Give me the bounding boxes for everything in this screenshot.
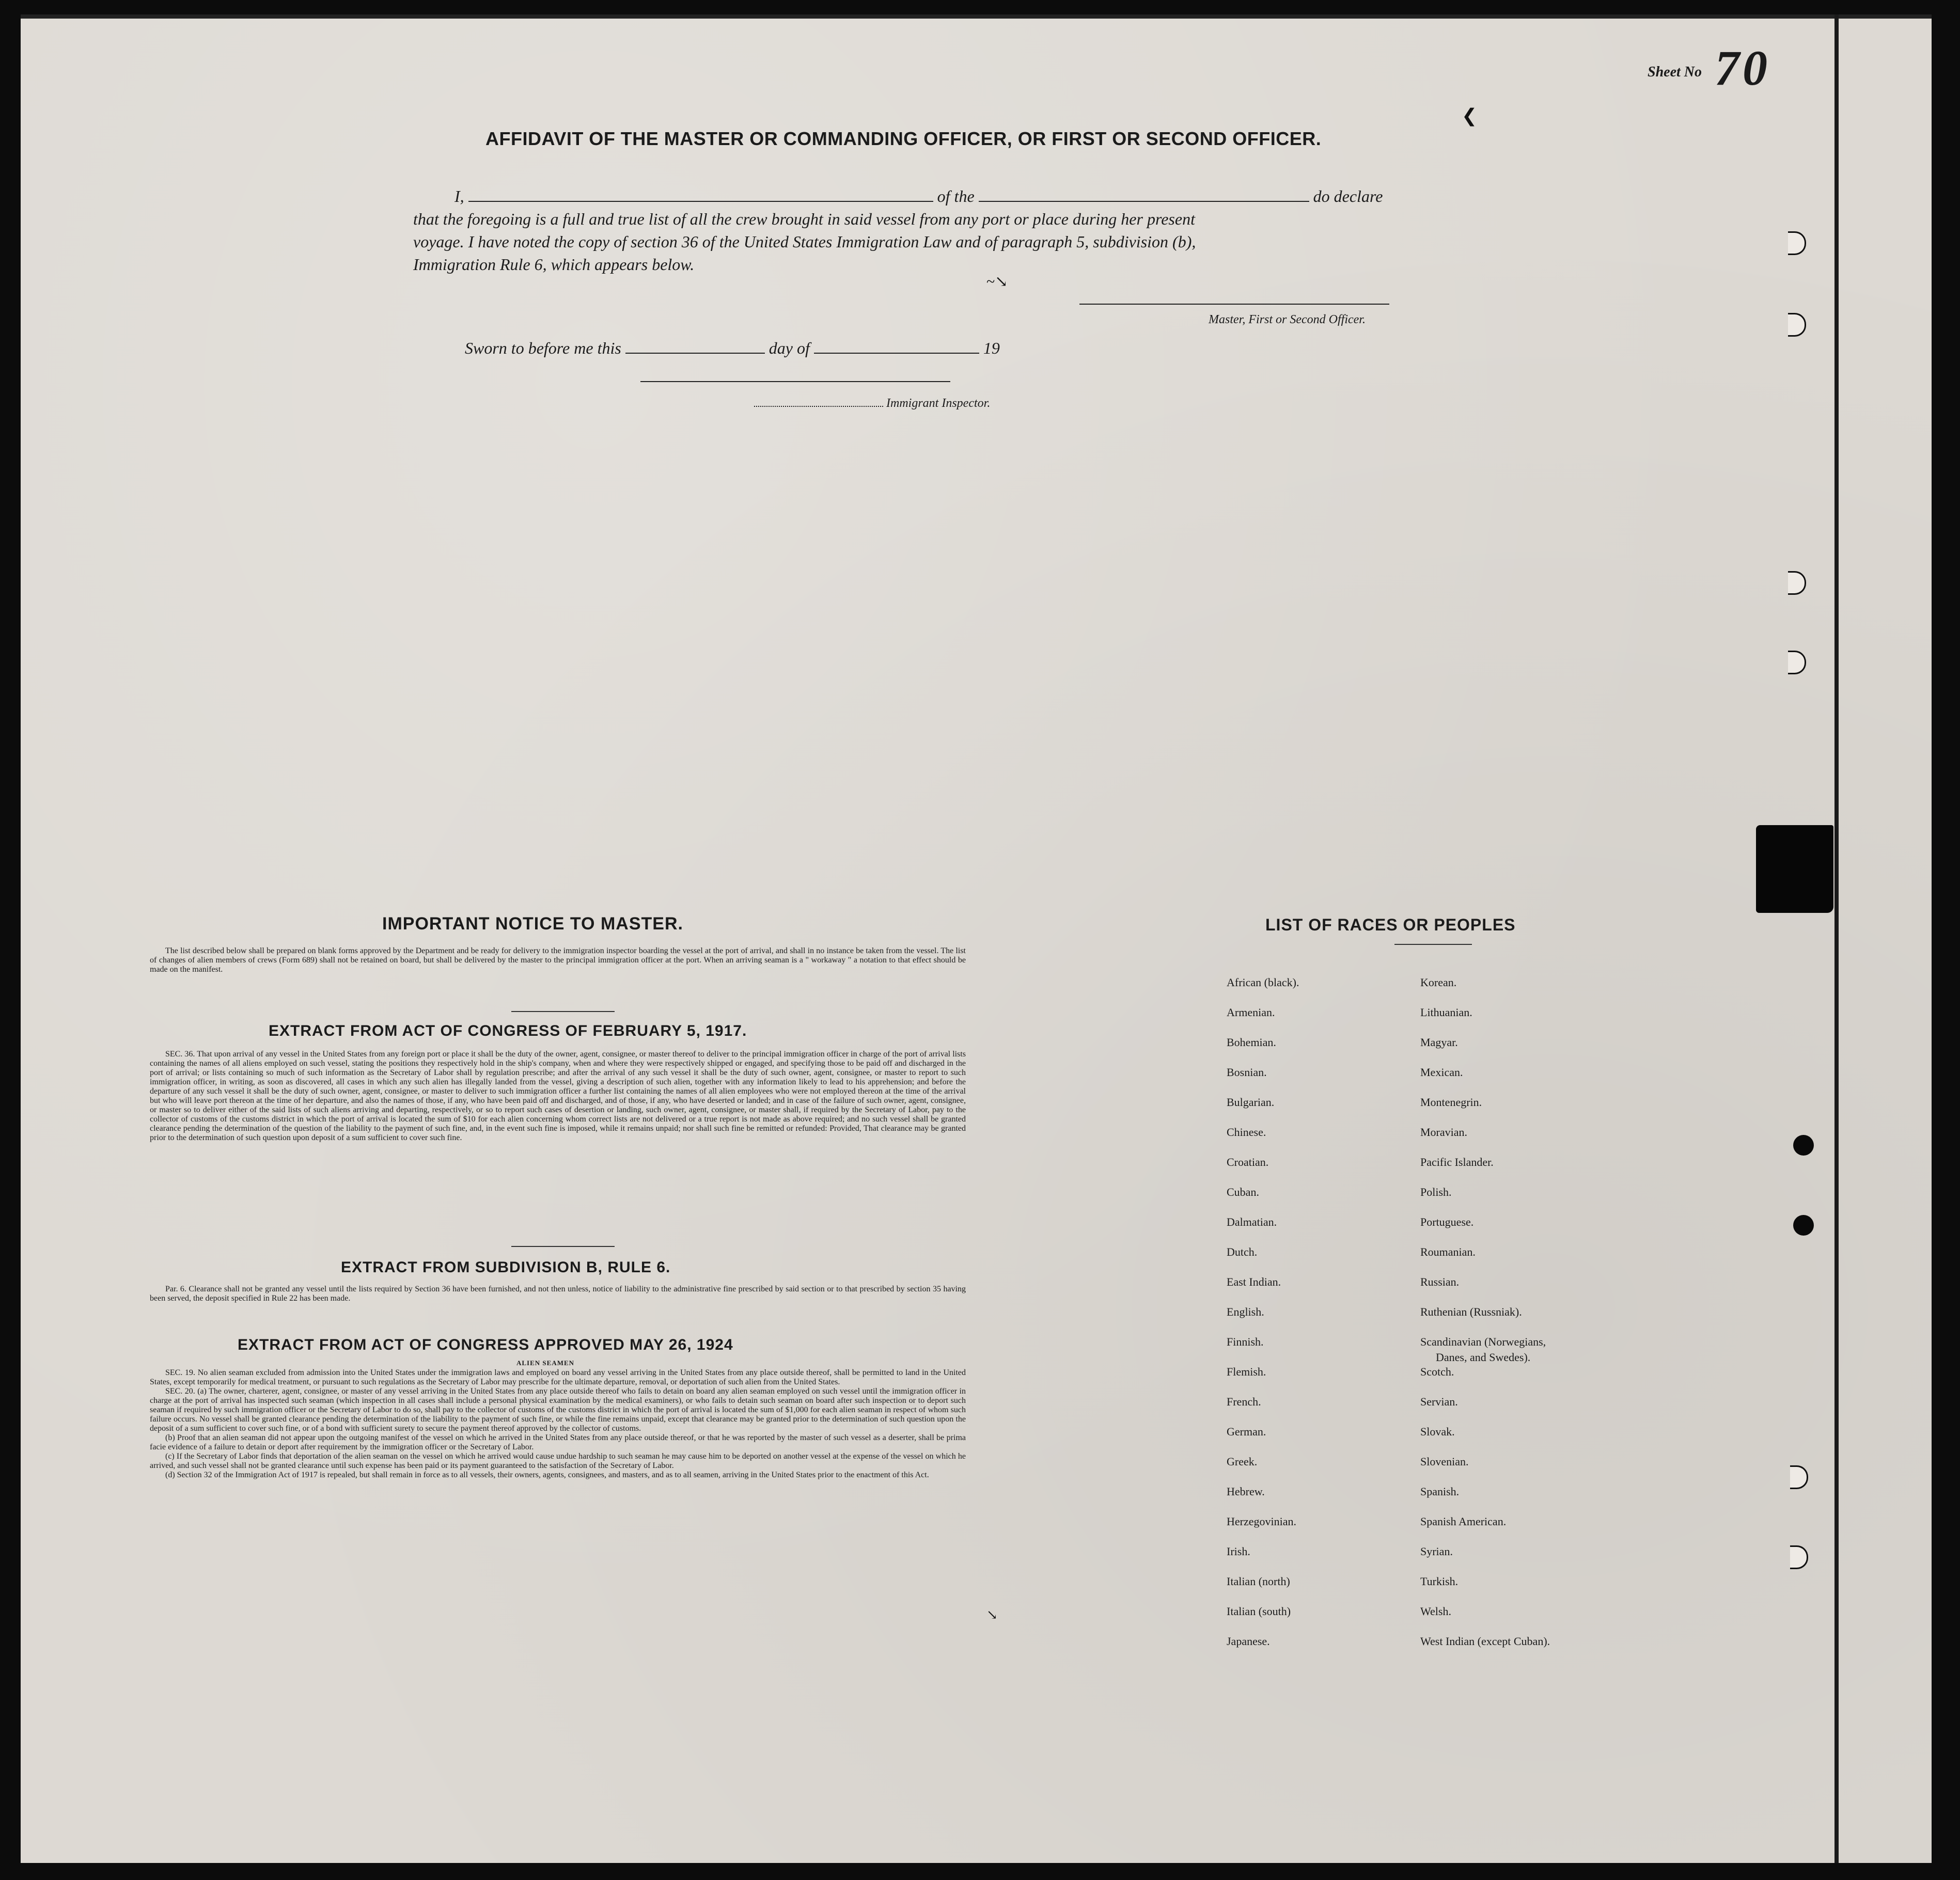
race-right-item: Pacific Islander. — [1420, 1156, 1494, 1168]
paragraph-6: Par. 6. Clearance shall not be granted any vessel until the lists required by Section 36 have been furnished, and not then unless, notice of liability to the administrative fine prescribed by said section or to that prescribed by section 35 having been served, the deposit specified in Rule 22 has been made. — [150, 1285, 966, 1303]
extract-1917-title: EXTRACT FROM ACT OF CONGRESS OF FEBRUARY 5, 1917. — [269, 1022, 747, 1039]
punch-hole — [1788, 231, 1806, 255]
race-left-item: Japanese. — [1227, 1635, 1270, 1648]
race-right-item: Scandinavian (Norwegians, — [1420, 1335, 1546, 1348]
punch-hole — [1790, 1545, 1808, 1569]
sworn-month-blank — [814, 340, 979, 354]
page-right-edge — [1834, 14, 1839, 1863]
sworn-day-of: day of — [769, 339, 810, 357]
section-19-paragraph: SEC. 19. No alien seaman excluded from admission into the United States under the immigration laws and employed on board any vessel arriving in the United States from any place outside thereof, shall be permitted to land in the United States, except temporarily for medical treatment, or pursuant to such regulations as the Secretary of Labor may prescribe for the ultimate departure, removal, or deportation of such alien from the United States. — [150, 1368, 966, 1386]
race-left-item: Greek. — [1227, 1455, 1258, 1468]
race-left-item: Finnish. — [1227, 1335, 1264, 1348]
race-right-item: Danes, and Swedes). — [1436, 1351, 1531, 1364]
race-right-item: Slovenian. — [1420, 1455, 1469, 1468]
sheet-number-label: Sheet No — [1648, 64, 1702, 80]
race-left-item: Armenian. — [1227, 1006, 1275, 1019]
race-right-item: Portuguese. — [1420, 1215, 1474, 1228]
ink-mark: ❮ — [1462, 105, 1478, 126]
race-left-item: German. — [1227, 1425, 1266, 1438]
races-divider — [1394, 944, 1472, 945]
divider-rule — [511, 1011, 615, 1012]
divider-rule — [511, 1246, 615, 1247]
affidavit-line-1 — [413, 185, 1467, 208]
race-right-item: Korean. — [1420, 976, 1457, 989]
race-left-item: Bohemian. — [1227, 1036, 1276, 1049]
race-right-item: Scotch. — [1420, 1365, 1454, 1378]
race-left-item: Italian (north) — [1227, 1575, 1290, 1588]
extract-1924-body — [150, 1368, 966, 1480]
race-right-item: Roumanian. — [1420, 1245, 1476, 1258]
section-20a-paragraph: SEC. 20. (a) The owner, charterer, agent, consignee, or master of any vessel arriving in the United States from any place outside thereof who fails to detain on board any alien seaman employed on such vessel until the immigration officer in charge at the port of arrival has inspected such seaman (which inspection in all cases shall include a personal physical examination by the medical examiners), or who fails to detain such seaman on board after such inspection or to deport such seaman if required by such immigration officer or the Secretary of Labor to do so, shall pay to the collector of customs of the customs district in which the port of arrival is located the sum of $1,000 for each alien seaman in respect of whom such failure occurs. No vessel shall be granted clearance pending the determination of the liability to the payment of such fine, or while the fine remains unpaid, except that clearance may be granted prior to the determination of such question upon the deposit of a sum sufficient to cover such fine, or of a bond with sufficient surety to secure the payment thereof approved by the collector of customs. — [150, 1387, 966, 1433]
race-right-item: Slovak. — [1420, 1425, 1455, 1438]
race-left-item: Flemish. — [1227, 1365, 1266, 1378]
affidavit-do-declare: do declare — [1313, 187, 1383, 206]
race-left-item: Cuban. — [1227, 1186, 1259, 1198]
binder-hole-dark — [1793, 1135, 1814, 1156]
page-top-edge — [21, 14, 1932, 19]
race-left-item: Herzegovinian. — [1227, 1515, 1296, 1528]
section-36-paragraph: SEC. 36. That upon arrival of any vessel in the United States from any foreign port or place it shall be the duty of the owner, agent, consignee, or master thereof to deliver to the principal immigration officer in charge of the port of arrival lists containing the names of all aliens employed on such vessel, stating the positions they respectively hold in the ship's company, when and where they were respectively shipped or engaged, and specifying those to be paid off and discharged in the port of arrival; or lists containing so much of such information as the Secretary of Labor shall by regulation prescribe; and after the arrival of any such vessel it shall be the duty of such owner, agent, consignee, or master to report to such immigration officer, in writing, as soon as discovered, all cases in which any such alien has illegally landed from the vessel, giving a description of such alien, together with any information likely to lead to his apprehension; and before the departure of any such vessel it shall be the duty of such owner, agent, consignee, or master to deliver to such immigration officer a further list containing the names of all alien employees who were not employed thereon at the time of the arrival but who will leave port thereon at the time of her departure, and also the names of those, if any, who have been paid off and discharged, and of those, if any, who have deserted or landed; and in case of the failure of such owner, agent, consignee, or master so to deliver either of the said lists of such aliens arriving and departing, respectively, or so to report such cases of desertion or landing, such owner, agent, consignee, or master shall, if required by the Secretary of Labor, pay to the collector of customs of the customs district in which the port of arrival is located the sum of $10 for each alien concerning whom correct lists are not delivered or a true report is not made as above required; and no such vessel shall be granted clearance pending the determination of the question of the liability to the payment of such fine, and, in the event such fine is imposed, while it remains unpaid; nor shall such fine be remitted or refunded: Provided, That clearance may be granted prior to the determination of such question upon deposit of a sum sufficient to cover such fine. — [150, 1050, 966, 1142]
race-left-item: African (black). — [1227, 976, 1299, 989]
affidavit-line-4: Immigration Rule 6, which appears below. — [413, 255, 695, 274]
subdivision-body — [150, 1285, 966, 1303]
race-right-item: Moravian. — [1420, 1126, 1468, 1139]
race-left-item: Hebrew. — [1227, 1485, 1265, 1498]
race-right-item: West Indian (except Cuban). — [1420, 1635, 1550, 1648]
inspector-dotted-line — [754, 406, 883, 407]
alien-seamen-subtitle: ALIEN SEAMEN — [516, 1359, 575, 1367]
punch-hole — [1788, 313, 1806, 337]
race-left-item: Croatian. — [1227, 1156, 1269, 1168]
race-left-item: English. — [1227, 1305, 1264, 1318]
section-20c-paragraph: (c) If the Secretary of Labor finds that deportation of the alien seaman on the vessel on which he arrived would cause undue hardship to such seaman he may cause him to be deported on another vessel at the expense of the vessel on which he arrived, and such vessel shall not be granted clearance until such expense has been paid or its payment guaranteed to the satisfaction of the Secretary of Labor. — [150, 1452, 966, 1470]
race-right-item: Turkish. — [1420, 1575, 1459, 1588]
ink-scribble: ~↘ — [986, 273, 1008, 290]
race-left-item: French. — [1227, 1395, 1261, 1408]
section-20d-paragraph: (d) Section 32 of the Immigration Act of 1917 is repealed, but shall remain in force as to all vessels, their owners, agents, consignees, and masters, and as to all seamen, arriving in the United States prior to the enactment of this Act. — [165, 1471, 929, 1479]
vessel-blank — [979, 188, 1309, 202]
notice-body — [150, 946, 966, 974]
master-signature-label: Master, First or Second Officer. — [1209, 313, 1366, 326]
section-20b-paragraph: (b) Proof that an alien seaman did not appear upon the outgoing manifest of the vessel on which he arrived in the United States from any place outside thereof, or that he was reported by the master of such vessel as a deserter, shall be prima facie evidence of a failure to detain or deport after requirement by the immigration officer or the Secretary of Labor. — [150, 1433, 966, 1451]
inspector-signature-line — [640, 381, 950, 382]
affidavit-of-the: of the — [937, 187, 975, 206]
inspector-label-row — [754, 397, 990, 410]
race-left-item: Bosnian. — [1227, 1066, 1267, 1079]
race-right-item: Lithuanian. — [1420, 1006, 1472, 1019]
inspector-label: Immigrant Inspector. — [886, 397, 991, 410]
race-right-item: Servian. — [1420, 1395, 1458, 1408]
race-right-item: Spanish. — [1420, 1485, 1460, 1498]
torn-dark-patch — [1756, 825, 1833, 913]
affidavit-body — [413, 185, 1467, 276]
notice-paragraph: The list described below shall be prepared on blank forms approved by the Department and be ready for delivery to the immigration inspector boarding the vessel at the port of arrival, and shall in no instance be taken from the vessel. The list of changes of alien members of crews (Form 689) shall not be retained on board, but shall be delivered by the master to the principal immigration officer at the port. When an arriving seaman is a " workaway " a notation to that effect should be made on the manifest. — [150, 946, 966, 974]
affidavit-line-3: voyage. I have noted the copy of section 36 of the United States Immigration Law and of paragraph 5, subdivision (b), — [413, 232, 1196, 251]
race-right-item: Polish. — [1420, 1186, 1452, 1198]
races-title: LIST OF RACES OR PEOPLES — [1265, 915, 1516, 934]
binder-hole-dark — [1793, 1215, 1814, 1236]
race-left-item: Dalmatian. — [1227, 1215, 1277, 1228]
race-right-item: Welsh. — [1420, 1605, 1451, 1618]
notice-title: IMPORTANT NOTICE TO MASTER. — [382, 914, 683, 934]
race-left-item: East Indian. — [1227, 1275, 1281, 1288]
race-right-item: Syrian. — [1420, 1545, 1453, 1558]
extract-1917-body — [150, 1050, 966, 1143]
affidavit-title: AFFIDAVIT OF THE MASTER OR COMMANDING OFFICER, OR FIRST OR SECOND OFFICER. — [485, 128, 1322, 149]
extract-1924-title: EXTRACT FROM ACT OF CONGRESS APPROVED MAY 26, 1924 — [238, 1336, 733, 1353]
affidavit-line-2: that the foregoing is a full and true list of all the crew brought in said vessel from any port or place during her present — [413, 210, 1195, 228]
race-left-item: Italian (south) — [1227, 1605, 1291, 1618]
ink-scribble: ↘ — [986, 1607, 998, 1622]
affidavit-i: I, — [454, 187, 464, 206]
race-left-item: Irish. — [1227, 1545, 1250, 1558]
race-right-item: Mexican. — [1420, 1066, 1463, 1079]
race-left-item: Dutch. — [1227, 1245, 1258, 1258]
race-right-item: Russian. — [1420, 1275, 1460, 1288]
sworn-prefix: Sworn to before me this — [465, 339, 621, 357]
master-signature-line — [1079, 304, 1389, 305]
sworn-year: 19 — [983, 339, 1000, 357]
punch-hole — [1790, 1465, 1808, 1489]
punch-hole — [1788, 571, 1806, 595]
race-right-item: Ruthenian (Russniak). — [1420, 1305, 1522, 1318]
race-left-item: Bulgarian. — [1227, 1096, 1275, 1109]
document-page — [21, 14, 1932, 1863]
race-right-item: Montenegrin. — [1420, 1096, 1482, 1109]
sheet-number-handwritten: 70 — [1715, 40, 1770, 96]
sworn-line — [465, 339, 1000, 358]
name-blank — [468, 188, 933, 202]
race-right-item: Spanish American. — [1420, 1515, 1507, 1528]
race-right-item: Magyar. — [1420, 1036, 1458, 1049]
sworn-day-blank — [625, 340, 765, 354]
race-left-item: Chinese. — [1227, 1126, 1266, 1139]
punch-hole — [1788, 651, 1806, 674]
subdivision-title: EXTRACT FROM SUBDIVISION B, RULE 6. — [341, 1259, 671, 1276]
